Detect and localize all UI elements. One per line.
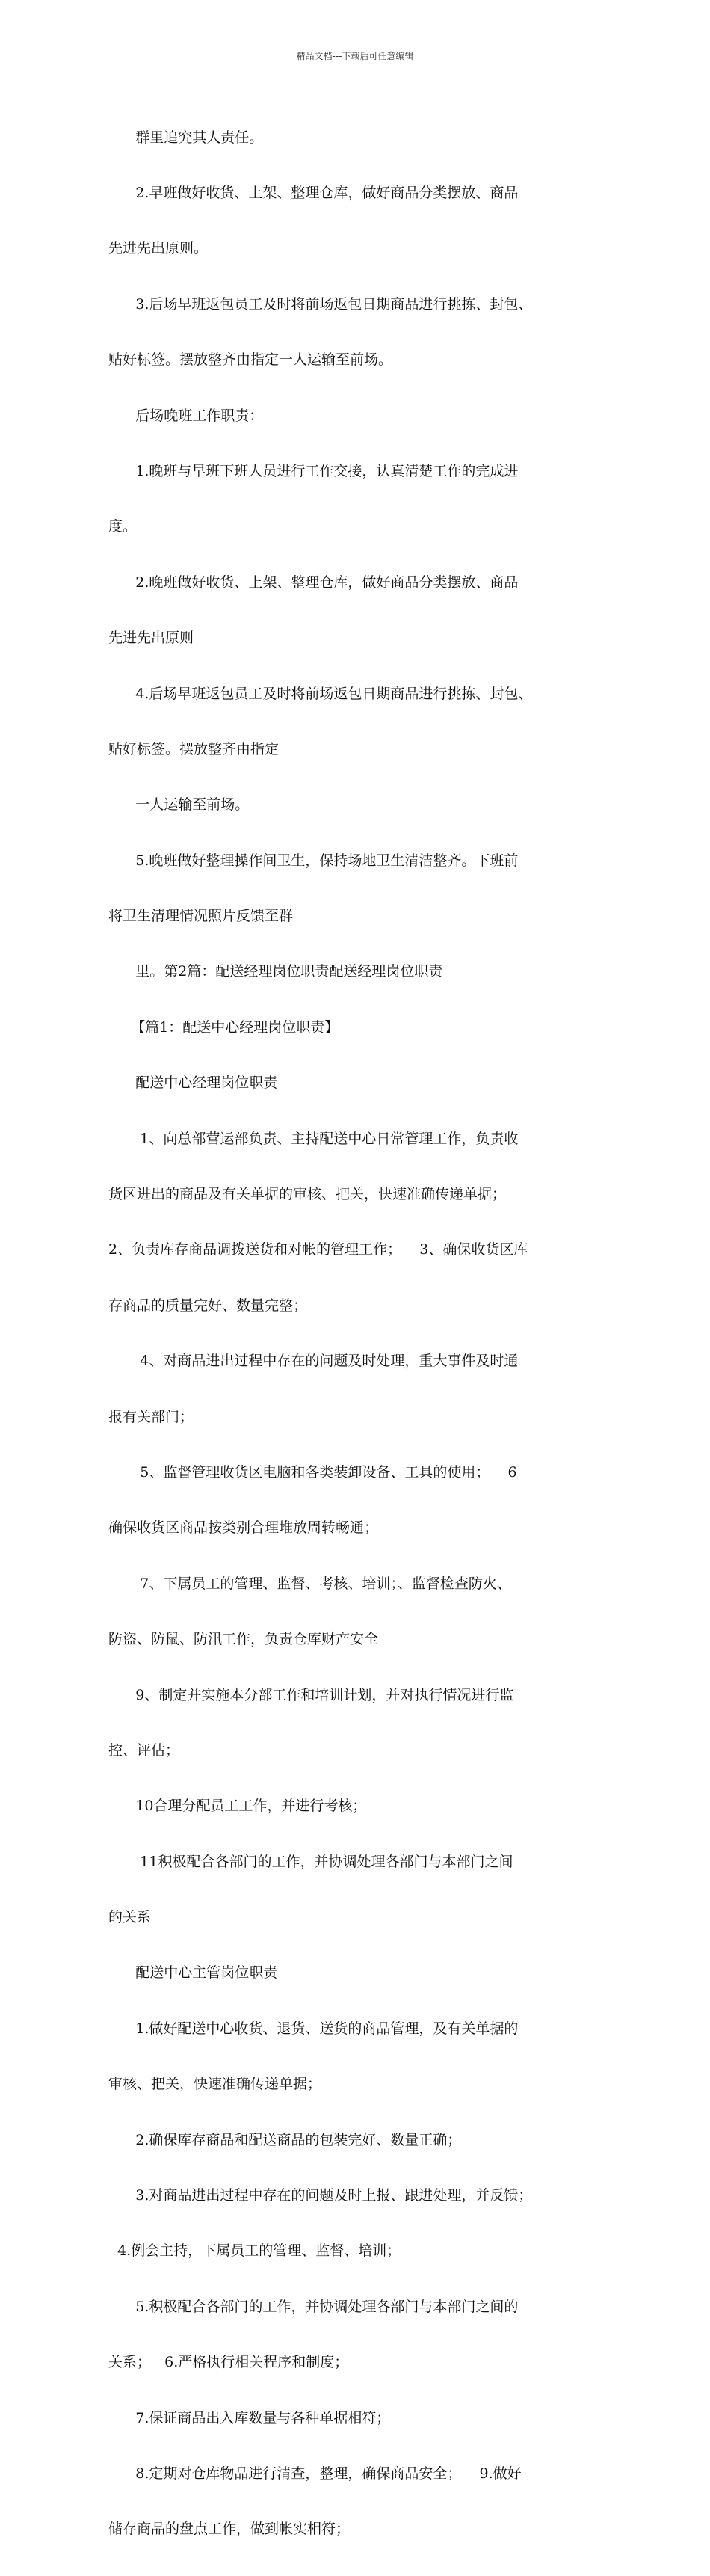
text-line: 2.晚班做好收货、上架、整理仓库，做好商品分类摆放、商品	[108, 574, 519, 591]
text-line: 一人运输至前场。	[108, 796, 250, 814]
text-line: 先进先出原则	[108, 630, 194, 647]
text-line: 确保收货区商品按类别合理堆放周转畅通；	[108, 1519, 379, 1537]
page-header: 精品文档---下载后可任意编辑	[296, 51, 414, 61]
text-line: 5、监督管理收货区电脑和各类装卸设备、工具的使用； 6	[108, 1463, 517, 1481]
text-line: 防盗、防鼠、防汛工作，负责仓库财产安全	[108, 1631, 379, 1648]
text-line: 将卫生清理情况照片反馈至群	[108, 908, 294, 925]
text-line: 4、对商品进出过程中存在的问题及时处理，重大事件及时通	[108, 1353, 519, 1370]
text-line: 4.例会主持，下属员工的管理、监督、培训；	[108, 2243, 401, 2260]
section-heading: 配送中心经理岗位职责	[108, 1075, 278, 1092]
text-line: 9、制定并实施本分部工作和培训计划，并对执行情况进行监	[108, 1686, 514, 1703]
text-line: 先进先出原则。	[108, 240, 209, 257]
text-line: 的关系	[108, 1909, 152, 1926]
text-line: 关系； 6.严格执行相关程序和制度；	[108, 2354, 349, 2371]
text-line: 5.积极配合各部门的工作，并协调处理各部门与本部门之间的	[108, 2298, 519, 2315]
text-line: 1.做好配送中心收货、退货、送货的商品管理，及有关单据的	[108, 2020, 519, 2037]
text-line: 2.确保库存商品和配送商品的包装完好、数量正确；	[108, 2131, 462, 2148]
text-line: 3.对商品进出过程中存在的问题及时上报、跟进处理，并反馈；	[108, 2187, 533, 2204]
section-heading: 【篇1：配送中心经理岗位职责】	[108, 1018, 339, 1036]
text-line: 储存商品的盘点工作，做到帐实相符；	[108, 2521, 351, 2538]
text-line: 1、向总部营运部负责、主持配送中心日常管理工作，负责收	[108, 1130, 519, 1147]
text-line: 1.晚班与早班下班人员进行工作交接，认真清楚工作的完成进	[108, 462, 519, 479]
text-line: 3.后场早班返包员工及时将前场返包日期商品进行挑拣、封包、	[108, 295, 533, 313]
text-line: 货区进出的商品及有关单据的审核、把关，快速准确传递单据；	[108, 1186, 507, 1203]
text-line: 存商品的质量完好、数量完整；	[108, 1297, 308, 1314]
text-line: 5.晚班做好整理操作间卫生，保持场地卫生清洁整齐。下班前	[108, 852, 519, 869]
text-line: 7.保证商品出入库数量与各种单据相符；	[108, 2409, 391, 2426]
section-heading: 配送中心主管岗位职责	[108, 1964, 278, 1982]
text-line: 4.后场早班返包员工及时将前场返包日期商品进行挑拣、封包、	[108, 685, 533, 702]
text-line: 控、评估；	[108, 1742, 180, 1759]
text-line: 8.定期对仓库物品进行清查，整理，确保商品安全； 9.做好	[108, 2465, 522, 2482]
text-line: 里。第2篇：配送经理岗位职责配送经理岗位职责	[108, 963, 443, 980]
text-line: 7、下属员工的管理、监督、考核、培训；、监督检查防火、	[108, 1575, 511, 1592]
text-line: 后场晚班工作职责：	[108, 407, 264, 424]
text-line: 10合理分配员工工作，并进行考核；	[108, 1798, 367, 1815]
text-line: 报有关部门；	[108, 1408, 194, 1425]
text-line: 群里追究其人责任。	[108, 129, 264, 146]
text-line: 度。	[108, 518, 138, 535]
text-line: 11积极配合各部门的工作，并协调处理各部门与本部门之间	[108, 1853, 513, 1870]
text-line: 贴好标签。摆放整齐由指定一人运输至前场。	[108, 351, 393, 369]
text-line: 2、负责库存商品调拨送货和对帐的管理工作； 3、确保收货区库	[108, 1241, 528, 1258]
document-body	[108, 91, 605, 2576]
text-line: 2.早班做好收货、上架、整理仓库，做好商品分类摆放、商品	[108, 184, 519, 201]
text-line: 审核、把关，快速准确传递单据；	[108, 2076, 322, 2093]
text-line: 贴好标签。摆放整齐由指定	[108, 740, 280, 757]
